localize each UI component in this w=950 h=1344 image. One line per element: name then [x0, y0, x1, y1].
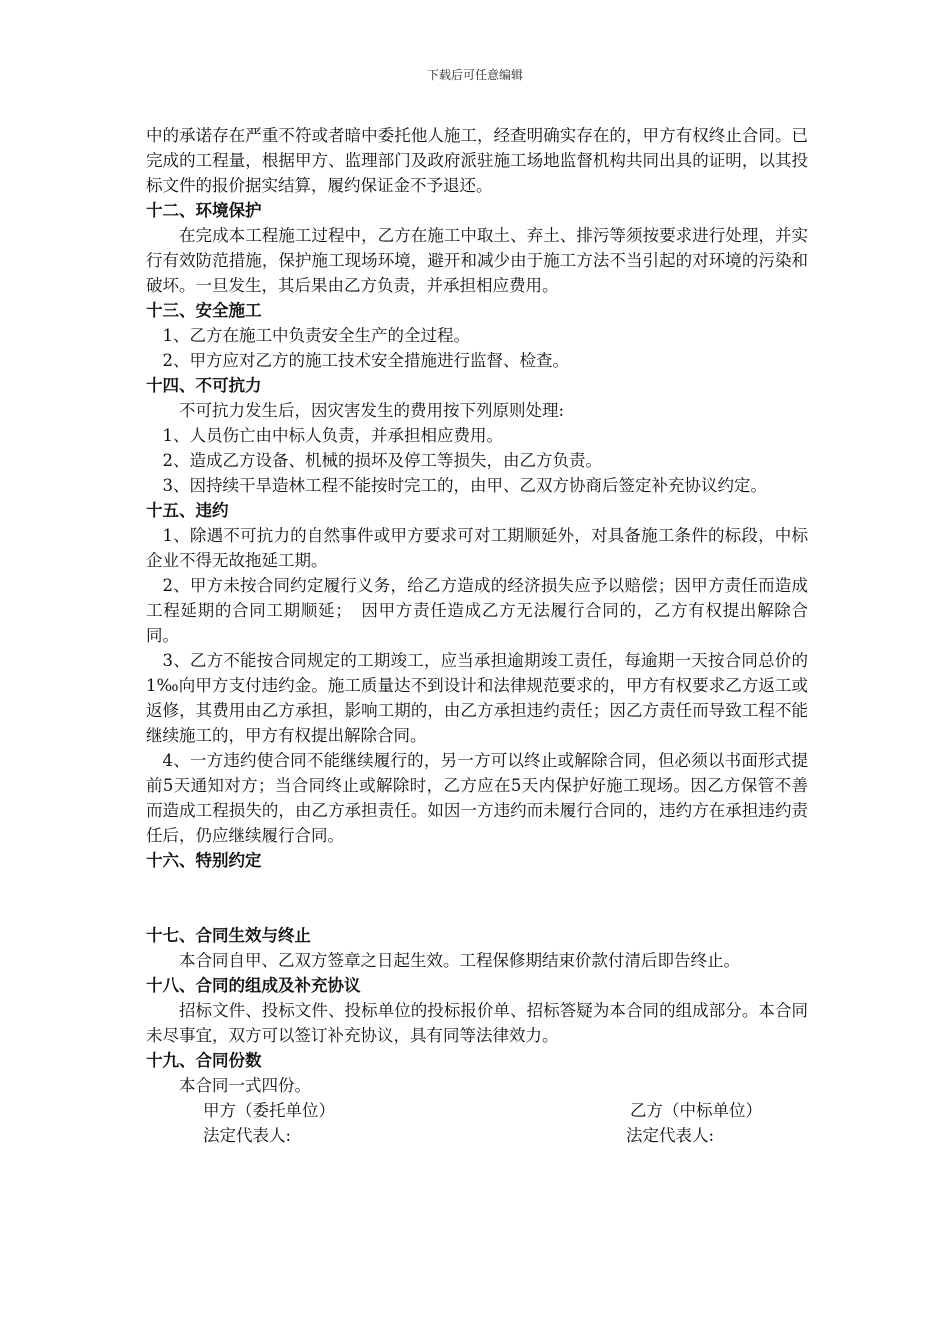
force-majeure-intro: 不可抗力发生后，因灾害发生的费用按下列原则处理:: [179, 401, 565, 420]
breach-item-1: 1、除遇不可抗力的自然事件或甲方要求可对工期顺延外，对具备施工条件的标段，中标企业不得无故拖延工期。: [146, 526, 808, 570]
section-title-safety: 十三、安全施工: [146, 301, 262, 320]
party-a-representative: 法定代表人:: [203, 1126, 292, 1145]
environment-paragraph: 在完成本工程施工过程中，乙方在施工中取土、弃土、排污等须按要求进行处理，并实行有效防范措施，保护施工现场环境，避开和减少由于施工方法不当引起的对环境的污染和破坏。一旦发生，其后果由乙方负责，并承担相应费用。: [146, 226, 808, 295]
section-title-special-terms: 十六、特别约定: [146, 851, 262, 870]
force-majeure-item-1: 1、人员伤亡由中标人负责，并承担相应费用。: [162, 426, 503, 445]
party-b-label: 乙方（中标单位）: [630, 1101, 762, 1120]
representative-row: [146, 1123, 808, 1148]
breach-item-4: 4、一方违约使合同不能继续履行的，另一方可以终止或解除合同，但必须以书面形式提前5天通知对方；当合同终止或解除时，乙方应在5天内保护好施工现场。因乙方保管不善而造成工程损失的，由乙方承担责任。如因一方违约而未履行合同的，违约方在承担违约责任后，仍应继续履行合同。: [146, 751, 808, 845]
paragraph-continued: 中的承诺存在严重不符或者暗中委托他人施工，经查明确实存在的，甲方有权终止合同。已完成的工程量，根据甲方、监理部门及政府派驻施工场地监督机构共同出具的证明，以其投标文件的报价据实结算，履约保证金不予退还。: [146, 126, 808, 195]
copies-paragraph: 本合同一式四份。: [179, 1076, 311, 1095]
party-row: [146, 1098, 808, 1123]
safety-item-1: 1、乙方在施工中负责安全生产的全过程。: [162, 326, 470, 345]
section-title-force-majeure: 十四、不可抗力: [146, 376, 262, 395]
breach-item-2: 2、甲方未按合同约定履行义务，给乙方造成的经济损失应予以赔偿；因甲方责任而造成工程延期的合同工期顺延； 因甲方责任造成乙方无法履行合同的，乙方有权提出解除合同。: [146, 576, 808, 645]
section-title-composition: 十八、合同的组成及补充协议: [146, 976, 361, 995]
section-title-copies: 十九、合同份数: [146, 1051, 262, 1070]
document-body: [146, 123, 808, 1148]
safety-item-2: 2、甲方应对乙方的施工技术安全措施进行监督、检查。: [162, 351, 569, 370]
party-b-representative: 法定代表人:: [625, 1126, 714, 1145]
force-majeure-item-2: 2、造成乙方设备、机械的损坏及停工等损失，由乙方负责。: [162, 451, 602, 470]
force-majeure-item-3: 3、因持续干旱造林工程不能按时完工的，由甲、乙双方协商后签定补充协议约定。: [162, 476, 767, 495]
party-a-label: 甲方（委托单位）: [203, 1101, 335, 1120]
effect-termination-paragraph: 本合同自甲、乙双方签章之日起生效。工程保修期结束价款付清后即告终止。: [179, 951, 740, 970]
breach-item-3: 3、乙方不能按合同规定的工期竣工，应当承担逾期竣工责任，每逾期一天按合同总价的1‰向甲方支付违约金。施工质量达不到设计和法律规范要求的，甲方有权要求乙方返工或返修，其费用由乙方承担，影响工期的，由乙方承担违约责任；因乙方责任而导致工程不能继续施工的，甲方有权提出解除合同。: [146, 651, 808, 745]
composition-paragraph: 招标文件、投标文件、投标单位的投标报价单、招标答疑为本合同的组成部分。本合同未尽事宜，双方可以签订补充协议，具有同等法律效力。: [146, 1001, 808, 1045]
section-title-environment: 十二、环境保护: [146, 201, 262, 220]
page-header: 下载后可任意编辑: [426, 68, 523, 82]
section-title-breach: 十五、违约: [146, 501, 229, 520]
section-title-effect-termination: 十七、合同生效与终止: [146, 926, 311, 945]
blank-space: [146, 873, 808, 923]
